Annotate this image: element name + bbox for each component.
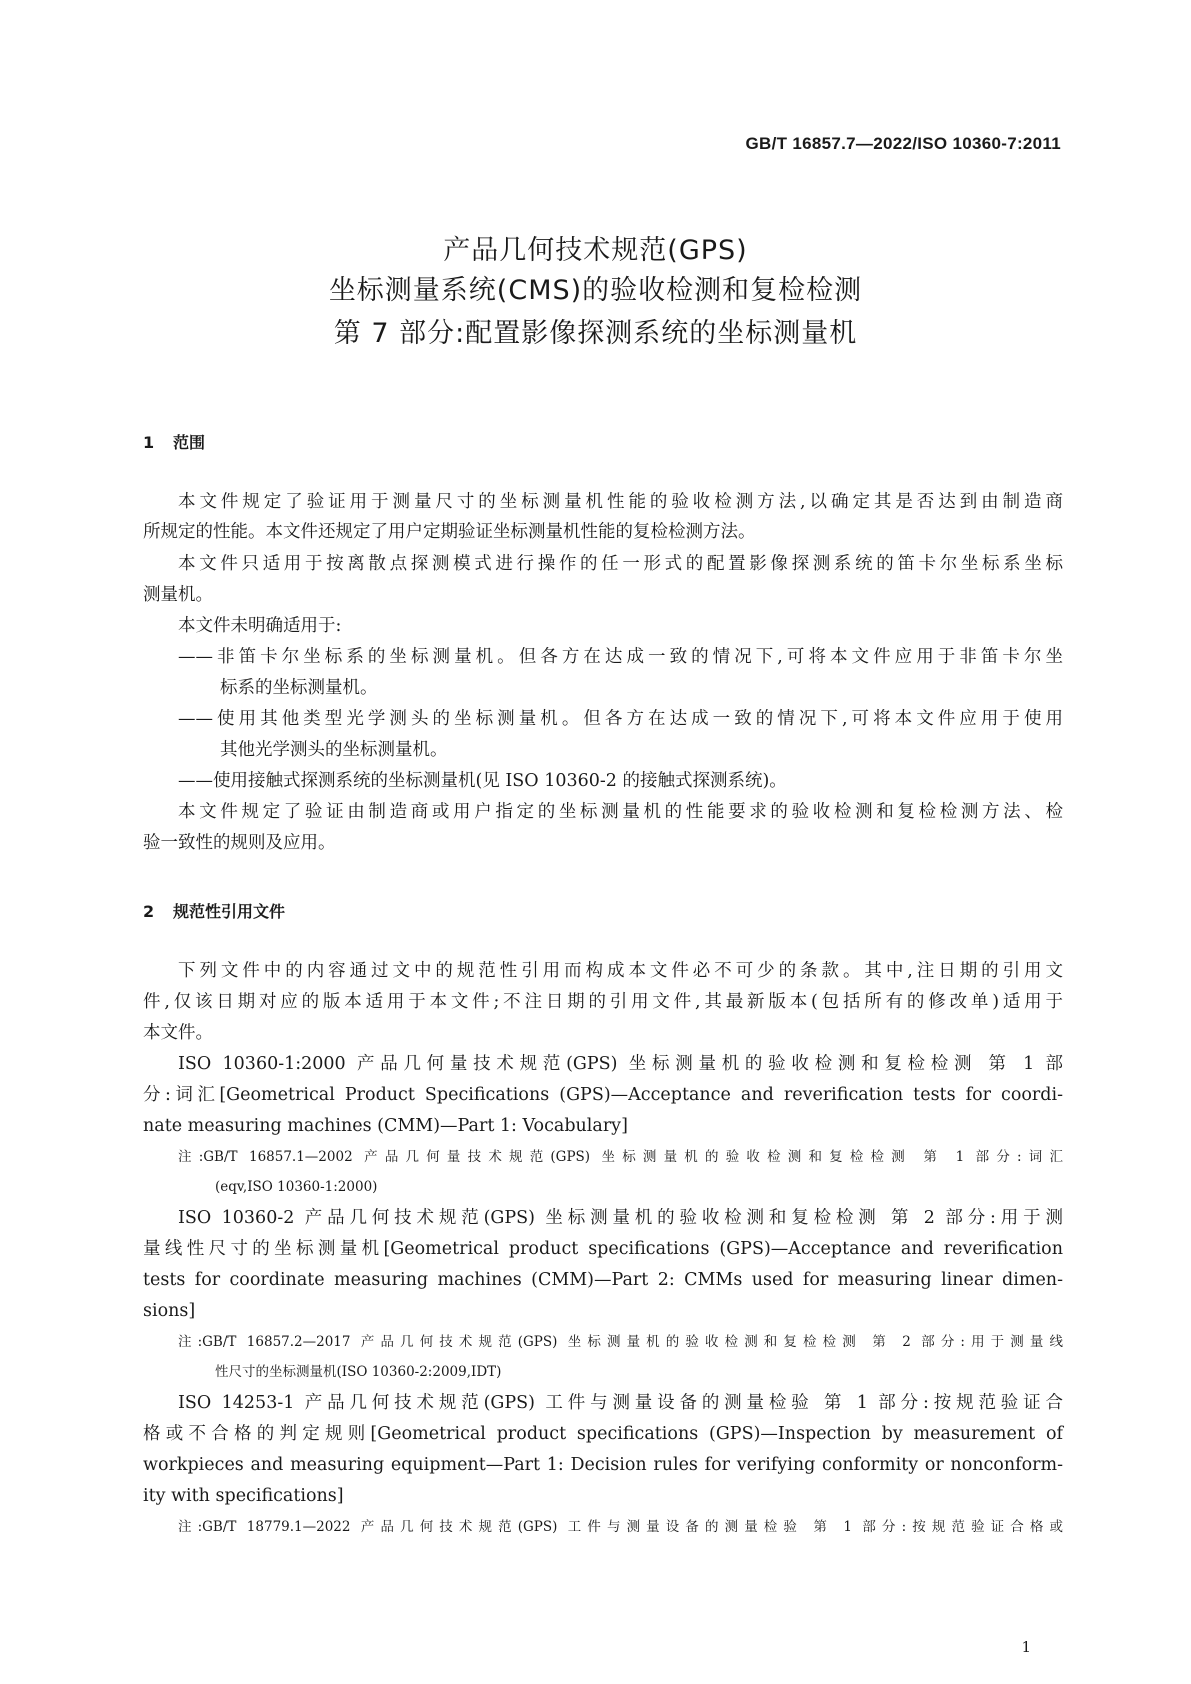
reference-line: ISO 10360-2 产品几何技术规范(GPS) 坐标测量机的验收检测和复检检测 第 2 部分:用于测	[178, 1208, 1063, 1228]
paragraph-line: 件,仅该日期对应的版本适用于本文件;不注日期的引用文件,其最新版本(包括所有的修改单)适用于	[143, 992, 1063, 1012]
title-line-3: 第 7 部分:配置影像探测系统的坐标测量机	[333, 318, 858, 349]
title-line-2: 坐标测量系统(CMS)的验收检测和复检检测	[328, 275, 863, 306]
reference-line: ISO 14253-1 产品几何技术规范(GPS) 工件与测量设备的测量检验 第 1 部分:按规范验证合	[178, 1393, 1063, 1413]
reference-line: sions]	[143, 1301, 196, 1321]
reference-line: workpieces and measuring equipment—Part 1: Decision rules for verifying conformity or nonconform-	[143, 1455, 1063, 1475]
reference-line: nate measuring machines (CMM)—Part 1: Vocabulary]	[143, 1116, 628, 1136]
section-1-title: 范围	[173, 433, 206, 452]
list-item-line: ——非笛卡尔坐标系的坐标测量机。但各方在达成一致的情况下,可将本文件应用于非笛卡尔坐	[178, 647, 1063, 667]
note-line: 注:GB/T 16857.1—2002 产品几何量技术规范(GPS) 坐标测量机的验收检测和复检检测 第 1 部分:词汇	[178, 1149, 1063, 1165]
section-1-number: 1	[143, 433, 155, 452]
paragraph-line: 下列文件中的内容通过文中的规范性引用而构成本文件必不可少的条款。其中,注日期的引用文	[178, 961, 1063, 981]
title-line-1: 产品几何技术规范(GPS)	[443, 235, 748, 266]
section-2-heading	[143, 899, 285, 922]
note-line: 注:GB/T 18779.1—2022 产品几何技术规范(GPS) 工件与测量设备的测量检验 第 1 部分:按规范验证合格或	[178, 1519, 1063, 1535]
paragraph-line: 本文件规定了验证由制造商或用户指定的坐标测量机的性能要求的验收检测和复检检测方法、检	[178, 802, 1063, 822]
section-2-title: 规范性引用文件	[173, 902, 286, 921]
paragraph-line: 本文件规定了验证用于测量尺寸的坐标测量机性能的验收检测方法,以确定其是否达到由制造商	[178, 492, 1063, 512]
paragraph-line: 本文件只适用于按离散点探测模式进行操作的任一形式的配置影像探测系统的笛卡尔坐标系坐标	[178, 554, 1063, 574]
section-2-number: 2	[143, 902, 155, 921]
reference-line: 量线性尺寸的坐标测量机[Geometrical product specifications (GPS)—Acceptance and reverification	[143, 1239, 1063, 1259]
reference-line: 分:词汇[Geometrical Product Specifications (GPS)—Acceptance and reverification tests for coordi-	[143, 1085, 1063, 1105]
section-1-heading	[143, 430, 205, 453]
list-item-line: 其他光学测头的坐标测量机。	[220, 740, 448, 760]
page-number: 1	[1021, 1638, 1031, 1656]
reference-line: ity with specifications]	[143, 1486, 344, 1506]
paragraph-line: 本文件未明确适用于:	[178, 616, 342, 636]
note-line: 注:GB/T 16857.2—2017 产品几何技术规范(GPS) 坐标测量机的验收检测和复检检测 第 2 部分:用于测量线	[178, 1334, 1063, 1350]
reference-line: tests for coordinate measuring machines (CMM)—Part 2: CMMs used for measuring linear dimen-	[143, 1270, 1063, 1290]
list-item-line: ——使用其他类型光学测头的坐标测量机。但各方在达成一致的情况下,可将本文件应用于使用	[178, 709, 1063, 729]
paragraph-line: 测量机。	[143, 585, 213, 605]
list-item-line: 标系的坐标测量机。	[220, 678, 378, 698]
paragraph-line: 所规定的性能。本文件还规定了用户定期验证坐标测量机性能的复检检测方法。	[143, 522, 756, 542]
list-item-line: ——使用接触式探测系统的坐标测量机(见 ISO 10360-2 的接触式探测系统)。	[178, 771, 787, 791]
reference-line: 格或不合格的判定规则[Geometrical product specifications (GPS)—Inspection by measurement of	[143, 1424, 1063, 1444]
note-line: 性尺寸的坐标测量机(ISO 10360-2:2009,IDT)	[215, 1364, 502, 1380]
note-line: (eqv,ISO 10360-1:2000)	[215, 1179, 378, 1195]
reference-line: ISO 10360-1:2000 产品几何量技术规范(GPS) 坐标测量机的验收检测和复检检测 第 1 部	[178, 1054, 1063, 1074]
document-number: GB/T 16857.7—2022/ISO 10360-7:2011	[745, 134, 1061, 153]
paragraph-line: 验一致性的规则及应用。	[143, 833, 336, 853]
paragraph-line: 本文件。	[143, 1023, 213, 1043]
